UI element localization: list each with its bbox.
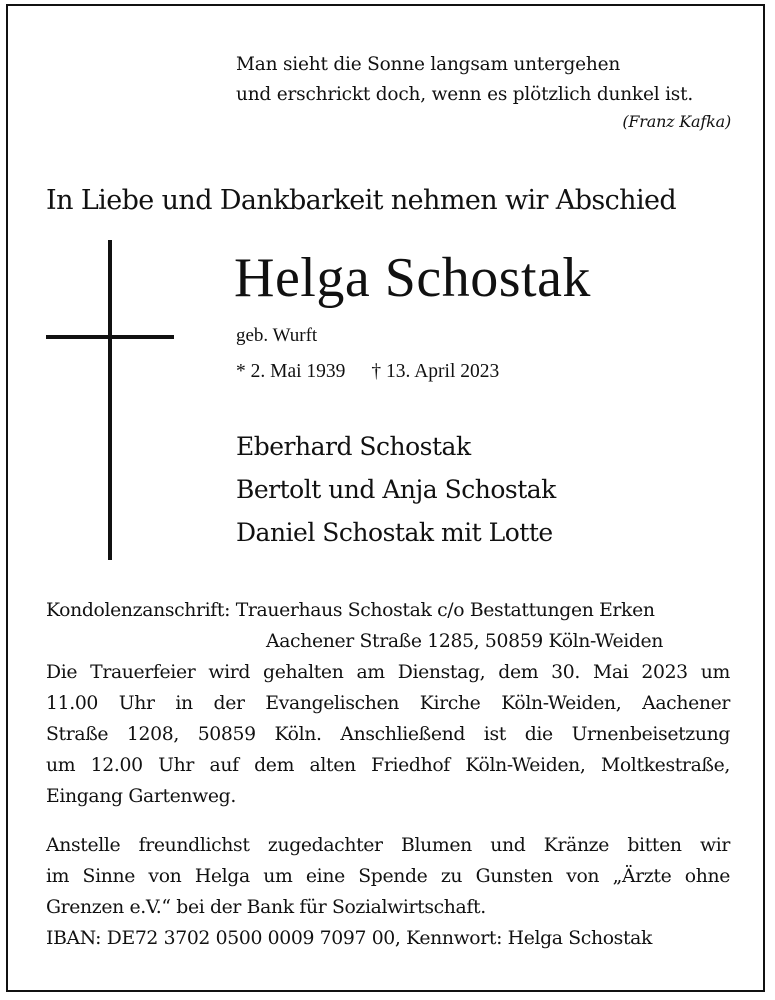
condolence-and-funeral — [46, 595, 730, 812]
cross-icon — [108, 240, 112, 560]
condolence-address-line-2: Aachener Straße 1285, 50859 Köln-Weiden — [266, 631, 664, 652]
family-member: Daniel Schostak mit Lotte — [236, 518, 553, 547]
iban-line: IBAN: DE72 3702 0500 0009 7097 00, Kennwort: Helga Schostak — [46, 928, 653, 949]
cross-icon-beam — [46, 335, 174, 339]
funeral-line-1: Die Trauerfeier wird gehalten am Dienstag, dem 30. Mai 2023 um — [46, 662, 730, 683]
funeral-line-3: Straße 1208, 50859 Köln. Anschließend ist die Urnenbeisetzung — [46, 724, 730, 745]
quote-line-2: und erschrickt doch, wenn es plötzlich dunkel ist. — [236, 84, 694, 105]
condolence-address-line-1: Kondolenzanschrift: Trauerhaus Schostak c/o Bestattungen Erken — [46, 600, 655, 621]
birth-date: * 2. Mai 1939 — [236, 361, 346, 382]
funeral-line-4: um 12.00 Uhr auf dem alten Friedhof Köln-Weiden, Moltkestraße, — [46, 755, 730, 776]
funeral-line-2: 11.00 Uhr in der Evangelischen Kirche Köln-Weiden, Aachener — [46, 693, 730, 714]
donation-line-3: Grenzen e.V.“ bei der Bank für Sozialwirtschaft. — [46, 897, 486, 918]
quote-block — [236, 50, 731, 134]
born-name: geb. Wurft — [236, 325, 318, 346]
family-member: Eberhard Schostak — [236, 432, 471, 461]
funeral-line-5: Eingang Gartenweg. — [46, 786, 236, 807]
death-date: † 13. April 2023 — [371, 361, 500, 382]
quote-line-1: Man sieht die Sonne langsam untergehen — [236, 54, 621, 75]
family-member: Bertolt und Anja Schostak — [236, 475, 556, 504]
farewell-heading: In Liebe und Dankbarkeit nehmen wir Abschied — [46, 185, 677, 216]
quote-author: (Franz Kafka) — [622, 112, 731, 131]
life-dates — [236, 358, 499, 386]
donation-block — [46, 830, 730, 954]
deceased-name: Helga Schostak — [234, 247, 591, 309]
family-list — [236, 425, 556, 554]
donation-line-1: Anstelle freundlichst zugedachter Blumen und Kränze bitten wir — [46, 835, 730, 856]
donation-line-2: im Sinne von Helga um eine Spende zu Gunsten von „Ärzte ohne — [46, 866, 730, 887]
